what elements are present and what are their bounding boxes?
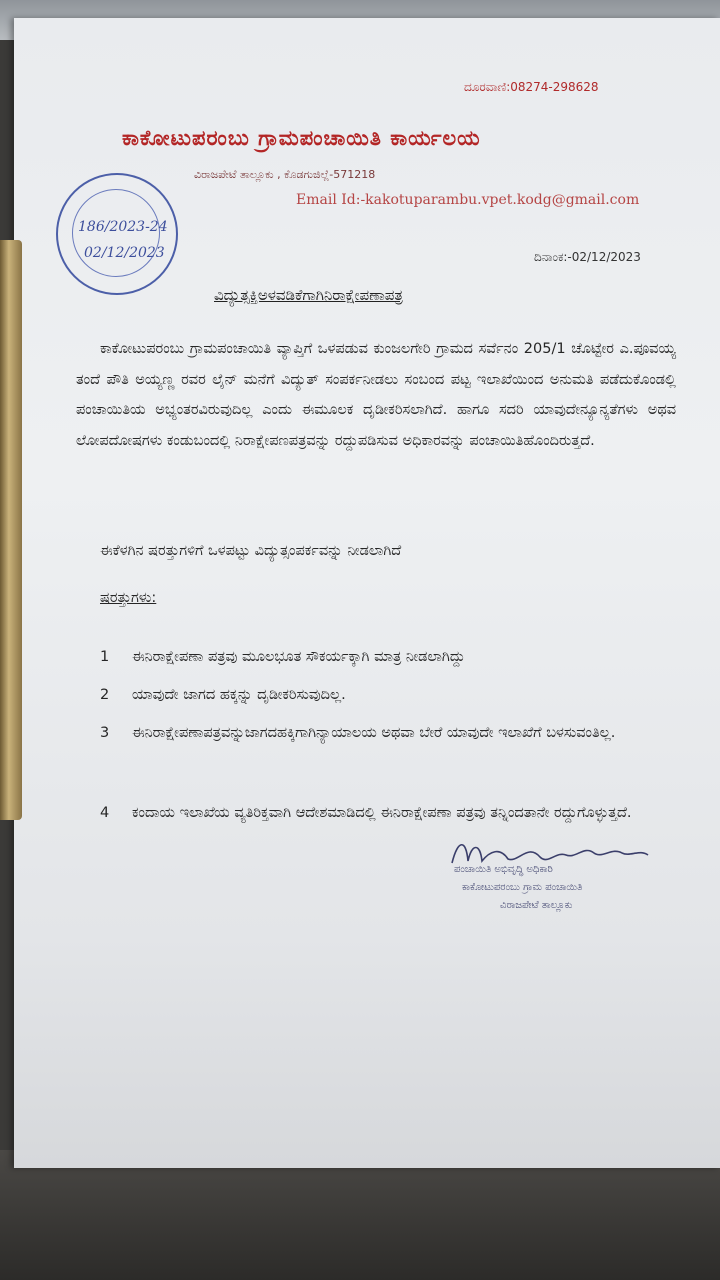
letter-subject: ವಿದ್ಯುತ್ಸಕ್ತಿಅಳವಡಿಕೆಗಾಗಿನಿರಾಕ್ಷೇಪಣಾಪತ್ರ — [214, 286, 403, 304]
signature-taluk: ವಿರಾಜಪೇಟೆ ತಾಲ್ಲೂಕು — [500, 900, 573, 911]
phone-number: ದೂರವಾಣಿ:08274-298628 — [464, 80, 599, 94]
signature-office: ಕಾಕೋಟುಪರಂಬು ಗ್ರಾಮ ಪಂಚಾಯಿತಿ — [462, 882, 583, 893]
background-table — [0, 1150, 720, 1280]
office-email: Email Id:-kakotuparambu.vpet.kodg@gmail.com — [296, 192, 640, 208]
condition-text: ಈನಿರಾಕ್ಷೇಪಣಾಪತ್ರವನ್ನುಜಾಗದಹಕ್ಕಿಗಾಗಿನ್ಯಾಯಾಲಯ ಅಥವಾ ಬೇರೆ ಯಾವುದೇ ಇಲಾಖೆಗೆ ಬಳಸುವಂತಿಲ್ಲ. — [132, 725, 616, 741]
condition-text: ಈನಿರಾಕ್ಷೇಪಣಾ ಪತ್ರವು ಮೂಲಭೂತ ಸೌಕರ್ಯಕ್ಕಾಗಿ ಮಾತ್ರ ನೀಡಲಾಗಿದ್ದು — [132, 649, 466, 665]
condition-number: 2 — [100, 687, 110, 703]
signature-designation: ಪಂಚಾಯಿತಿ ಅಭಿವೃದ್ಧಿ ಅಧಿಕಾರಿ — [454, 864, 553, 875]
intro-line: ಈಕೆಳಗಿನ ಷರತ್ತುಗಳಿಗೆ ಒಳಪಟ್ಟು ವಿದ್ಯುತ್ಸಂಪರ್ಕವನ್ನು ನೀಡಲಾಗಿದೆ — [100, 543, 402, 559]
stamp-date: 02/12/2023 — [84, 245, 165, 261]
condition-text: ಕಂದಾಯ ಇಲಾಖೆಯ ವ್ಯತಿರಿಕ್ತವಾಗಿ ಆದೇಶಮಾಡಿದಲ್ಲಿ ಈನಿರಾಕ್ಷೇಪಣಾ ಪತ್ರವು ತನ್ನಿಂದತಾನೇ ರದ್ದುಗೊಳ್ಳುತ್ತದೆ. — [132, 805, 632, 821]
condition-text: ಯಾವುದೇ ಜಾಗದ ಹಕ್ಕನ್ನು ದೃಡೀಕರಿಸುವುದಿಲ್ಲ. — [132, 687, 346, 703]
binder-clip — [0, 240, 22, 820]
conditions-heading: ಷರತ್ತುಗಳು: — [100, 590, 157, 606]
condition-number: 3 — [100, 725, 110, 741]
stamp-number: 186/2023-24 — [78, 219, 168, 235]
office-stamp — [56, 173, 178, 295]
condition-number: 4 — [100, 805, 110, 821]
condition-number: 1 — [100, 649, 110, 665]
document-page — [14, 18, 720, 1168]
office-title: ಕಾಕೋಟುಪರಂಬು ಗ್ರಾಮಪಂಚಾಯಿತಿ ಕಾರ್ಯಲಯ — [122, 126, 481, 150]
letter-date: ದಿನಾಂಕ:-02/12/2023 — [534, 250, 641, 264]
office-address: ವಿರಾಜಪೇಟೆ ತಾಲ್ಲೂಕು , ಕೊಡಗುಜಿಲ್ಲೆ-571218 — [194, 168, 376, 181]
body-paragraph: ಕಾಕೋಟುಪರಂಬು ಗ್ರಾಮಪಂಚಾಯಿತಿ ವ್ಯಾಪ್ತಿಗೆ ಒಳಪಡುವ ಕುಂಜಲಗೇರಿ ಗ್ರಾಮದ ಸರ್ವೆನಂ 205/1 ಚೊಟ್ಟೇರ ಎ.ಪೂವಯ್ಯ ತಂದೆ ಪೌತಿ ಅಯ್ಯಣ್ಣ ರವರ ಲೈನ್ ಮನೆಗೆ ವಿದ್ಯುತ್ ಸಂಪರ್ಕನೀಡಲು ಸಂಬಂದ ಪಟ್ಟ ಇಲಾಖೆಯಿಂದ ಅನುಮತಿ ಪಡೆದುಕೊಂಡಲ್ಲಿ ಪಂಚಾಯಿತಿಯ ಅಭ್ಯಂತರವಿರುವುದಿಲ್ಲ ಎಂದು ಈಮೂಲಕ ದೃಡೀಕರಿಸಲಾಗಿದೆ. ಹಾಗೂ ಸದರಿ ಯಾವುದೇನ್ಯೂನ್ಯತೆಗಳು ಅಥವ ಲೋಪದೋಷಗಳು ಕಂಡುಬಂದಲ್ಲಿ ನಿರಾಕ್ಷೇಪಣಪತ್ರವನ್ನು ರದ್ದುಪಡಿಸುವ ಅಧಿಕಾರವನ್ನು ಪಂಚಾಯಿತಿಹೊಂದಿರುತ್ತದೆ. — [76, 341, 676, 449]
